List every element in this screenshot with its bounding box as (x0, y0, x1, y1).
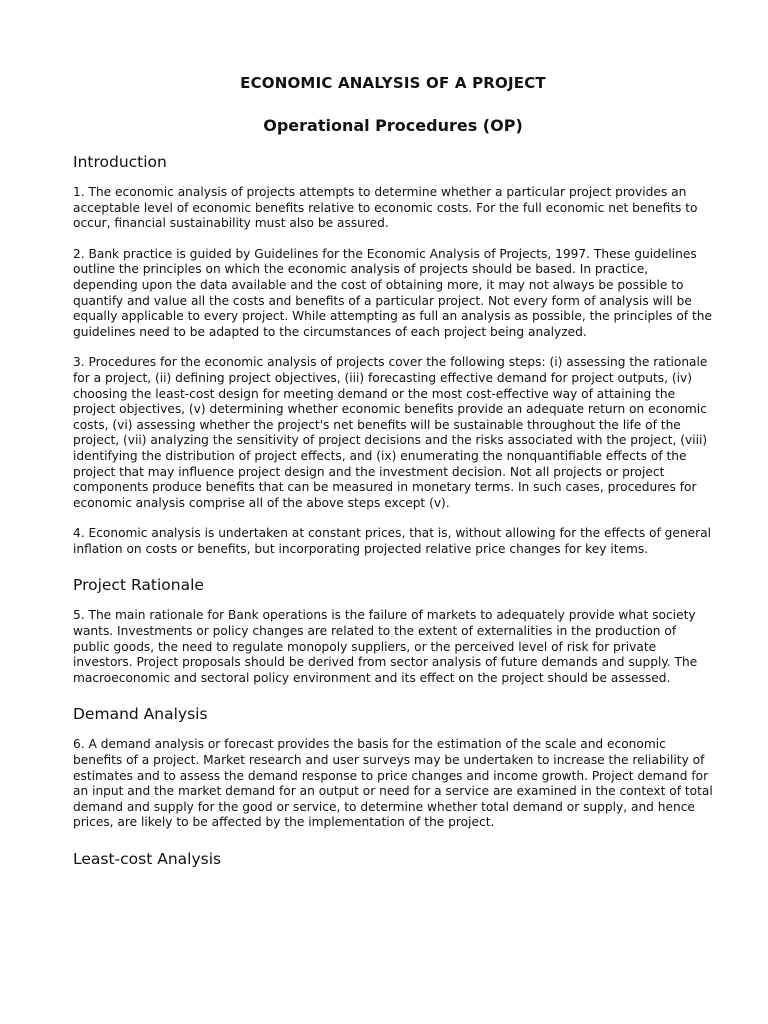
section-heading: Project Rationale (73, 576, 204, 595)
section-least-cost-analysis (73, 847, 713, 871)
section-project-rationale (73, 573, 713, 686)
paragraph-1: 1. The economic analysis of projects attempts to determine whether a particular project provides an acceptable level of economic benefits relative to economic costs. For the full economic net benefits to occur, financial sustainability must also be assured. (73, 185, 698, 231)
paragraph-3: 3. Procedures for the economic analysis of projects cover the following steps: (i) assessing the rationale for a project, (ii) defining project objectives, (iii) forecasting effective demand for project outputs, (iv) choosing the least-cost design for meeting demand or the most cost-effective way of attaining the project objectives, (v) determining whether economic benefits provide an adequate return on economic costs, (vi) assessing whether the project's net benefits will be sustainable throughout the life of the project, (vii) analyzing the sensitivity of project decisions and the risks associated with the project, (viii) identifying the distribution of project effects, and (ix) enumerating the nonquantifiable effects of the project that may influence project design and the investment decision. Not all projects or project components produce benefits that can be measured in monetary terms. In such cases, procedures for economic analysis comprise all of the above steps except (v). (73, 355, 708, 510)
paragraph-2: 2. Bank practice is guided by Guidelines for the Economic Analysis of Projects, 1997. These guidelines outline the principles on which the economic analysis of projects should be based. In practice, depending upon the data available and the cost of obtaining more, it may not always be possible to quantify and value all the costs and benefits of a particular project. Not every form of analysis will be equally applicable to every project. While attempting as full an analysis as possible, the principles of the guidelines need to be adapted to the circumstances of each project being analyzed. (73, 246, 712, 339)
section-heading: Least-cost Analysis (73, 850, 222, 868)
paragraph-5: 5. The main rationale for Bank operations is the failure of markets to adequately provide what society wants. Investments or policy changes are related to the extent of externalities in the production of public goods, the need to regulate monopoly suppliers, or the perceived level of risk for private investors. Project proposals should be derived from sector analysis of future demands and supply. The macroeconomic and sectoral policy environment and its effect on the project should be assessed. (73, 608, 698, 685)
paragraph-6: 6. A demand analysis or forecast provides the basis for the estimation of the scale and economic benefits of a project. Market research and user surveys may be undertaken to increase the reliability of estimates and to assess the demand response to price changes and income growth. Project demand for an input and the market demand for an output or need for a service are examined in the context of total demand and supply for the good or service, to determine whether total demand or supply, and hence prices, are likely to be affected by the implementation of the project. (73, 737, 713, 830)
document-title: ECONOMIC ANALYSIS OF A PROJECT (240, 74, 546, 92)
section-heading: Demand Analysis (73, 705, 208, 724)
paragraph-4: 4. Economic analysis is undertaken at constant prices, that is, without allowing for the effects of general inflation on costs or benefits, but incorporating projected relative price changes for key items. (73, 526, 711, 556)
document-body (73, 72, 713, 871)
document-subtitle: Operational Procedures (OP) (263, 116, 523, 135)
section-demand-analysis (73, 702, 713, 831)
section-heading: Introduction (73, 153, 167, 171)
section-introduction (73, 150, 713, 557)
